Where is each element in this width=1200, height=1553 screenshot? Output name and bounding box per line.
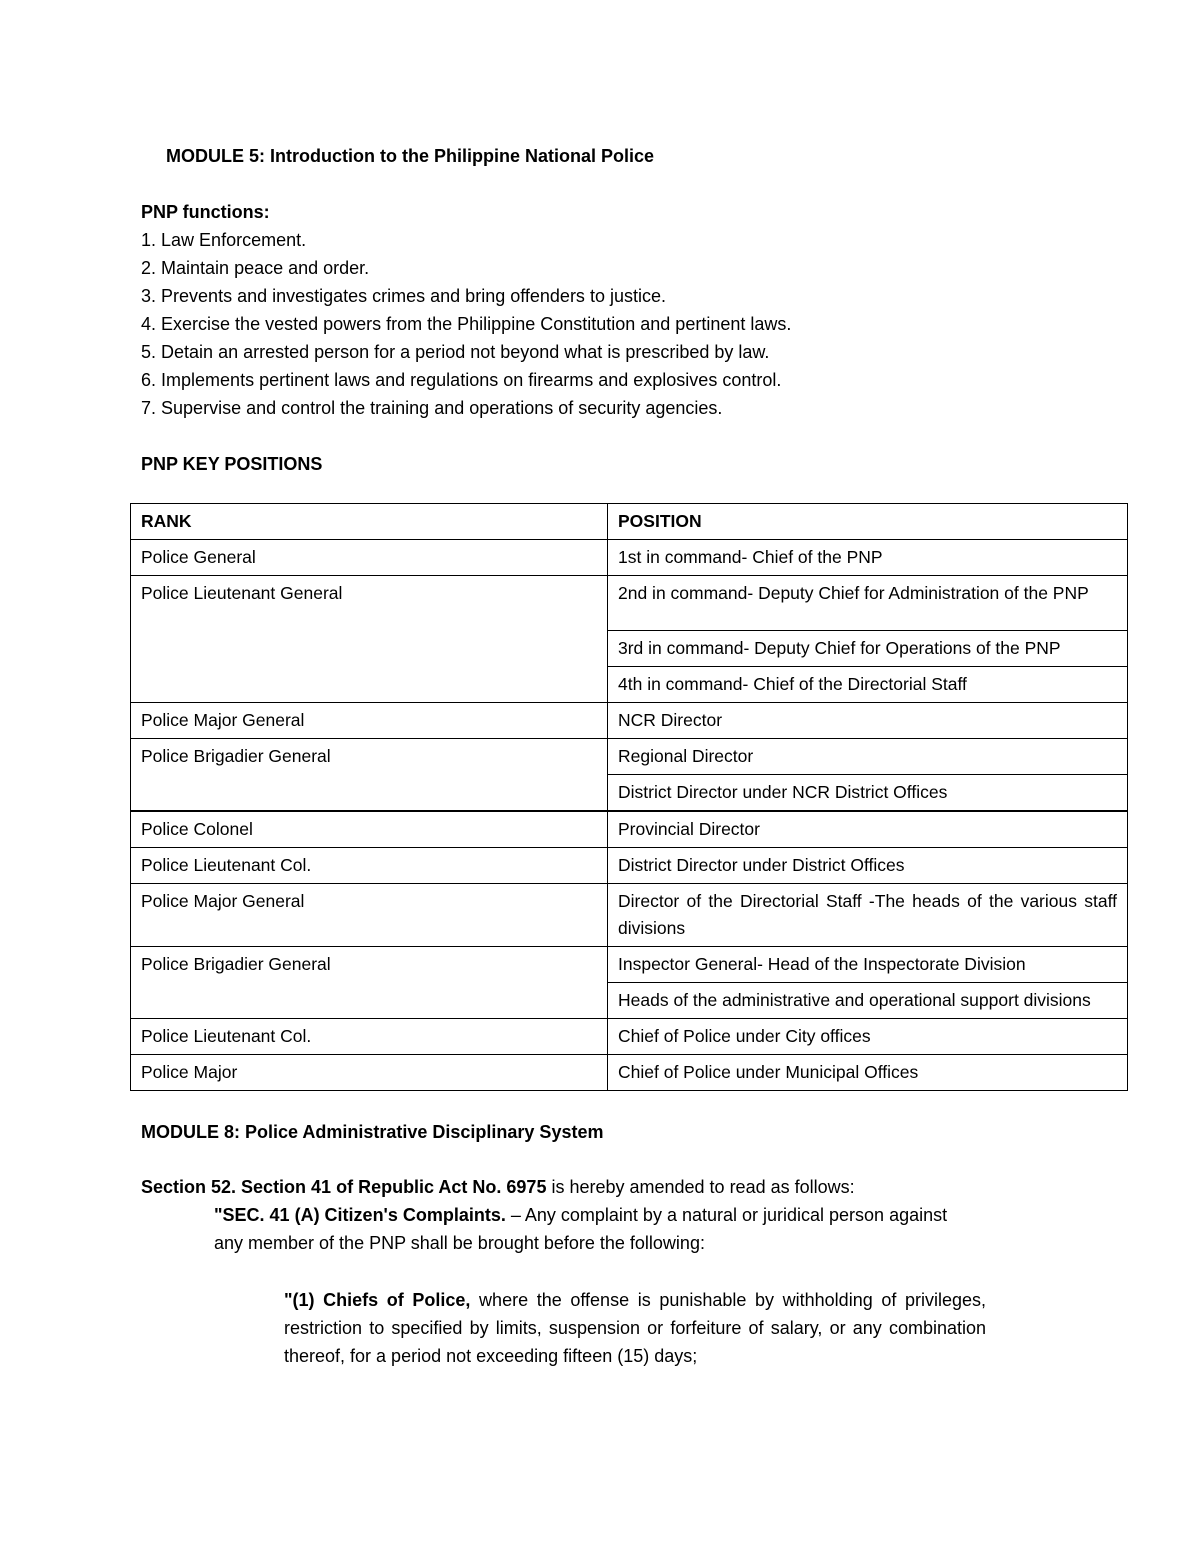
rank-cell: Police Colonel — [131, 811, 608, 848]
table-row — [131, 1019, 1128, 1055]
position-cell: 2nd in command- Deputy Chief for Administration of the PNP — [608, 576, 1128, 631]
position-cell: Chief of Police under Municipal Offices — [608, 1055, 1128, 1091]
position-cell: 4th in command- Chief of the Directorial Staff — [608, 667, 1128, 703]
item1-paragraph — [284, 1286, 986, 1370]
section52-heading: Section 52. Section 41 of Republic Act No. 6975 — [141, 1177, 547, 1197]
rank-column-header: RANK — [131, 504, 608, 540]
sec41-heading: "SEC. 41 (A) Citizen's Complaints. — [214, 1205, 506, 1225]
position-cell: District Director under District Offices — [608, 848, 1128, 884]
position-cell: Regional Director — [608, 739, 1128, 775]
position-cell: Inspector General- Head of the Inspectorate Division — [608, 947, 1128, 983]
sec41-line2: any member of the PNP shall be brought before the following: — [214, 1233, 705, 1253]
list-item: 3. Prevents and investigates crimes and bring offenders to justice. — [141, 286, 666, 306]
table-header-row — [131, 504, 1128, 540]
table-row — [131, 739, 1128, 775]
positions-heading: PNP KEY POSITIONS — [141, 454, 323, 474]
position-cell: 1st in command- Chief of the PNP — [608, 540, 1128, 576]
list-item: 6. Implements pertinent laws and regulations on firearms and explosives control. — [141, 370, 782, 390]
rank-cell: Police Lieutenant Col. — [131, 1019, 608, 1055]
list-item: 4. Exercise the vested powers from the Philippine Constitution and pertinent laws. — [141, 314, 792, 334]
section52-paragraph — [141, 1175, 855, 1199]
position-cell: District Director under NCR District Offices — [608, 775, 1128, 812]
rank-cell: Police Major — [131, 1055, 608, 1091]
table-row — [131, 576, 1128, 631]
table-row — [131, 848, 1128, 884]
list-item: 2. Maintain peace and order. — [141, 258, 370, 278]
list-item: 1. Law Enforcement. — [141, 230, 307, 250]
rank-cell: Police Lieutenant General — [131, 576, 608, 703]
table-row — [131, 884, 1128, 947]
position-cell: NCR Director — [608, 703, 1128, 739]
position-cell: 3rd in command- Deputy Chief for Operations of the PNP — [608, 631, 1128, 667]
rank-cell: Police General — [131, 540, 608, 576]
table-row — [131, 540, 1128, 576]
list-item: 5. Detain an arrested person for a period not beyond what is prescribed by law. — [141, 342, 770, 362]
functions-heading: PNP functions: — [141, 202, 270, 222]
position-cell: Heads of the administrative and operational support divisions — [608, 983, 1128, 1019]
section52-text: is hereby amended to read as follows: — [546, 1177, 855, 1197]
position-cell: Director of the Directorial Staff -The heads of the various staff divisions — [608, 884, 1128, 947]
rank-cell: Police Brigadier General — [131, 739, 608, 812]
position-cell: Provincial Director — [608, 811, 1128, 848]
table-row — [131, 703, 1128, 739]
item1-heading: "(1) Chiefs of Police, — [284, 1290, 471, 1310]
position-cell: Chief of Police under City offices — [608, 1019, 1128, 1055]
table-row — [131, 947, 1128, 983]
module5-title: MODULE 5: Introduction to the Philippine National Police — [166, 146, 655, 166]
rank-cell: Police Brigadier General — [131, 947, 608, 1019]
item1-text: where the offense is punishable by withholding of privileges, restriction to specified by limits, suspension or forfeiture of salary, or any combination thereof, for a period not exceeding fifteen (15) days; — [284, 1290, 987, 1366]
key-positions-table — [130, 503, 1128, 1091]
sec41-text: – Any complaint by a natural or juridical person against — [505, 1205, 948, 1225]
rank-cell: Police Major General — [131, 703, 608, 739]
rank-cell: Police Major General — [131, 884, 608, 947]
module8-title: MODULE 8: Police Administrative Disciplinary System — [141, 1122, 604, 1142]
table-row — [131, 1055, 1128, 1091]
position-column-header: POSITION — [608, 504, 1128, 540]
rank-cell: Police Lieutenant Col. — [131, 848, 608, 884]
table-row — [131, 811, 1128, 848]
sec41-paragraph — [214, 1203, 947, 1227]
list-item: 7. Supervise and control the training and operations of security agencies. — [141, 398, 723, 418]
